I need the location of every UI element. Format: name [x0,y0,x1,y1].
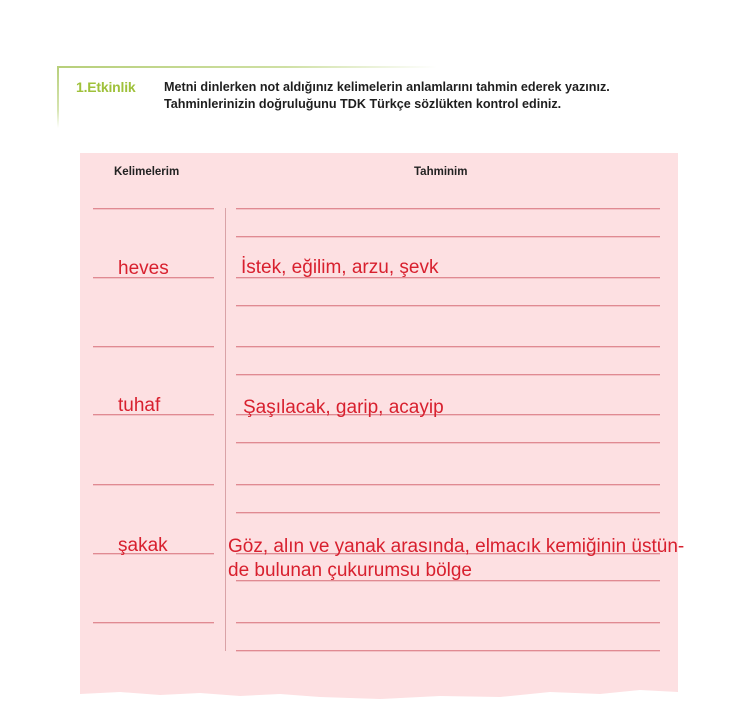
guess-entry-heves: İstek, eğilim, arzu, şevk [241,257,439,278]
guess-rule-line [236,442,660,443]
guess-entry-sakak-line2: de bulunan çukurumsu bölge [228,560,473,581]
column-header-guesses: Tahminim [414,166,468,178]
guess-rule-line [236,650,660,651]
word-entry-heves: heves [118,258,169,279]
guess-entry-tuhaf: Şaşılacak, garip, acayip [243,397,444,418]
guess-rule-line [236,622,660,623]
worksheet-panel [80,153,678,688]
word-rule-line [93,622,214,623]
activity-frame-top-border [57,66,437,68]
word-entry-tuhaf: tuhaf [118,395,161,416]
guess-rule-line [236,374,660,375]
activity-label: 1.Etkinlik [76,79,136,95]
guess-rule-line [236,236,660,237]
guess-rule-line [236,305,660,306]
word-rule-line [93,484,214,485]
guess-rule-line [236,512,660,513]
torn-paper-edge [80,688,678,702]
guess-rule-line [236,484,660,485]
word-entry-sakak: şakak [118,535,168,556]
guess-rule-line [236,208,660,209]
word-rule-line [93,346,214,347]
guess-entry-sakak-line1: Göz, alın ve yanak arasında, elmacık kemiğinin üstün- [228,536,685,557]
activity-frame-left-border [57,66,59,128]
column-header-words: Kelimelerim [114,166,180,178]
activity-instructions: Metni dinlerken not aldığınız kelimelerin anlamlarını tahmin ederek yazınız. Tahminlerinizin doğruluğunu TDK Türkçe sözlükten kontrol ediniz. [164,80,610,111]
column-divider [225,208,226,651]
guess-rule-line [236,346,660,347]
word-rule-line [93,208,214,209]
